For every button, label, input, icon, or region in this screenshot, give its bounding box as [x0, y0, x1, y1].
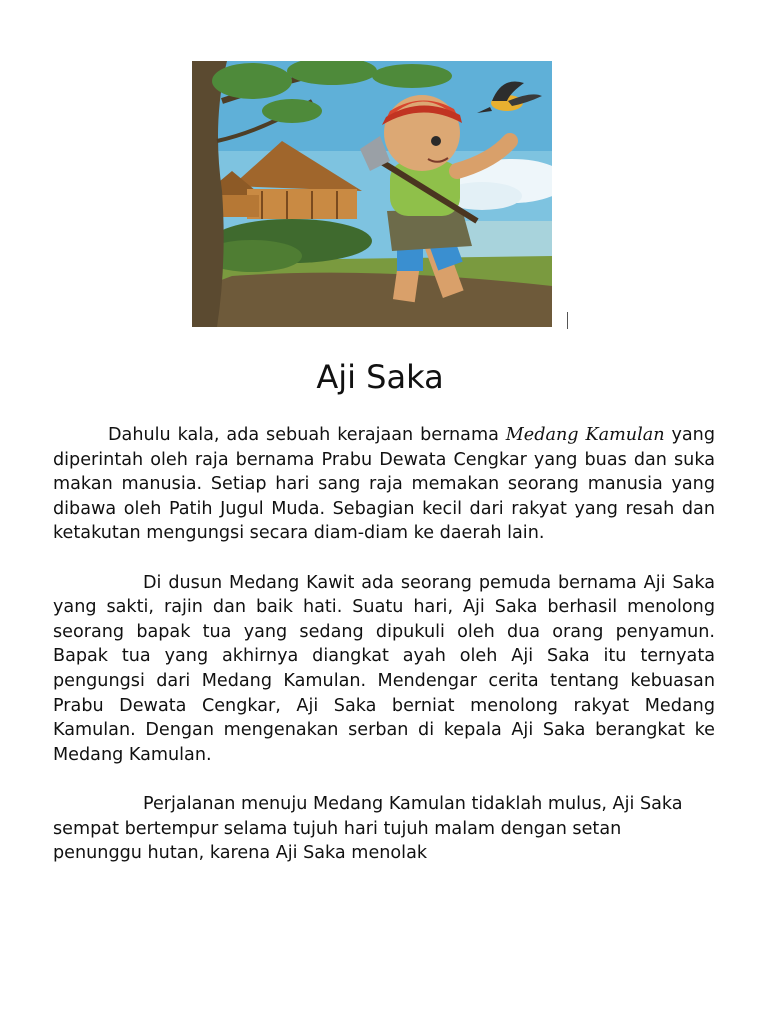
text-cursor-mark [567, 312, 568, 329]
paragraph-1-rest: yang diperintah oleh raja bernama Prabu Dewata Cengkar yang buas dan suka makan manusia. Setiap hari sang raja memakan seorang manusia yang dibawa oleh Patih Jugul Muda. Sebagian kecil dari rakyat yang resah dan ketakutan mengungsi secara diam-diam ke daerah lain. [53, 425, 715, 544]
paragraph-1 [53, 423, 715, 546]
aji-saka-illustration [192, 61, 552, 327]
paragraph-1-lead: Dahulu kala, ada sebuah kerajaan bernama [108, 425, 506, 445]
story-illustration [192, 61, 552, 327]
paragraph-2: Di dusun Medang Kawit ada seorang pemuda bernama Aji Saka yang sakti, rajin dan baik hati. Suatu hari, Aji Saka berhasil menolong seorang bapak tua yang sedang dipukuli oleh dua orang penyamun. Bapak tua yang akhirnya diangkat ayah oleh Aji Saka itu ternyata pengungsi dari Medang Kamulan. Mendengar cerita tentang kebuasan Prabu Dewata Cengkar, Aji Saka berniat menolong rakyat Medang Kamulan. Dengan mengenakan serban di kepala Aji Saka berangkat ke Medang Kamulan. [53, 572, 715, 765]
paragraph-3: Perjalanan menuju Medang Kamulan tidaklah mulus, Aji Saka sempat bertempur selama tujuh hari tujuh malam dengan setan penunggu hutan, karena Aji Saka menolak [53, 793, 683, 864]
kingdom-name: Medang Kamulan [505, 425, 665, 445]
path [192, 273, 552, 327]
story-title: Aji Saka [316, 358, 444, 396]
story-body [53, 423, 715, 866]
house-wall [247, 189, 357, 219]
